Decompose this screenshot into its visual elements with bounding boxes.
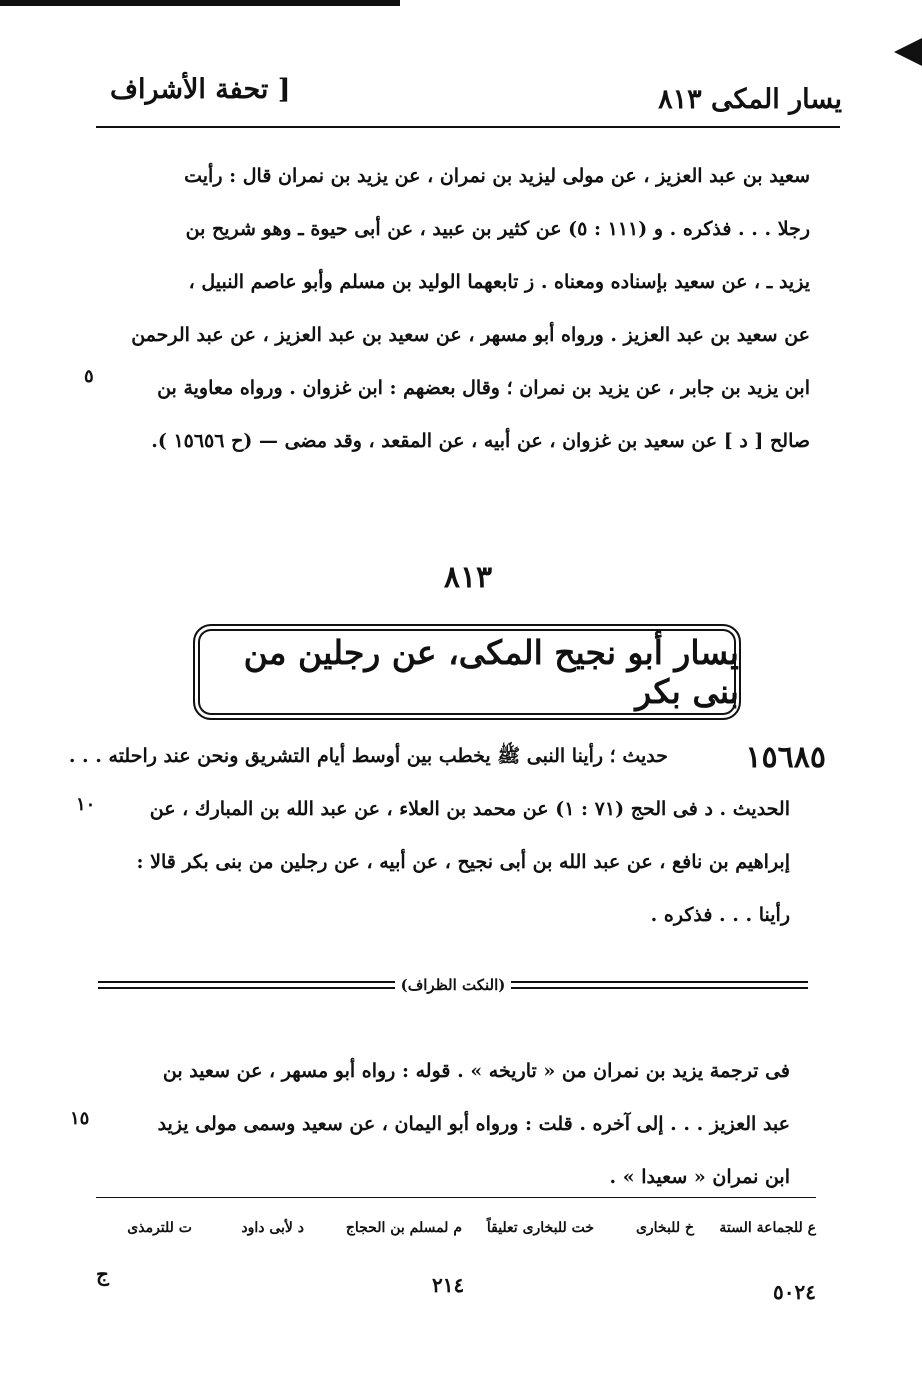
text-line: إبراهيم بن نافع ، عن عبد الله بن أبى نجيح ، عن أبيه ، عن رجلين من بنى بكر قالا :	[136, 851, 790, 873]
footer-mark: ج	[96, 1262, 109, 1286]
line-number-5: ٥	[84, 366, 94, 387]
nukat-paragraph	[100, 1045, 790, 1204]
section-title-box	[193, 624, 741, 720]
text-line: فى ترجمة يزيد بن نمران من « تاريخه » . قوله : رواه أبو مسهر ، عن سعيد بن	[162, 1060, 790, 1082]
nukat-separator	[98, 975, 808, 997]
text-line: رأينا . . . فذكره .	[650, 904, 790, 926]
text-line: ابن يزيد بن جابر ، عن يزيد بن نمران ؛ وقال بعضهم : ابن غزوان . ورواه معاوية بن	[157, 377, 810, 399]
text-line: رجلا . . . فذكره . و (١١١ : ٥) عن كثير بن عبيد ، عن أبى حيوة ـ وهو شريح بن	[185, 218, 810, 240]
text-line: حديث ؛ رأينا النبى ﷺ يخطب بين أوسط أيام التشريق ونحن عند راحلته . . .	[68, 745, 668, 767]
text-line: صالح [ د ] عن سعيد بن غزوان ، عن أبيه ، عن المقعد ، وقد مضى — (ح ١٥٦٥٦ ).	[151, 430, 810, 452]
abbreviation-item: خت للبخارى تعليقاً	[486, 1220, 594, 1236]
separator-label: (النكت الظراف)	[395, 976, 512, 994]
text-line: ابن نمران « سعيدا » .	[609, 1166, 790, 1188]
text-line: سعيد بن عبد العزيز ، عن مولى ليزيد بن نمران ، عن يزيد بن نمران قال : رأيت	[184, 165, 810, 187]
abbreviation-item: ت للترمذى	[127, 1220, 192, 1236]
text-line: عن سعيد بن عبد العزيز . ورواه أبو مسهر ، عن سعيد بن عبد العزيز ، عن عبد الرحمن	[131, 324, 810, 346]
hadith-first-line	[68, 730, 668, 783]
hadith-number: ١٥٦٨٥	[745, 740, 826, 775]
text-line: الحديث . د فى الحج (٧١ : ١) عن محمد بن العلاء ، عن عبد الله بن المبارك ، عن	[149, 798, 790, 820]
abbreviation-item: ع للجماعة الستة	[719, 1220, 816, 1236]
text-line: عبد العزيز . . . إلى آخره . قلت : ورواه أبو اليمان ، عن سعيد وسمى مولى يزيد	[157, 1113, 790, 1135]
running-header-right: يسار المكى ٨١٣	[658, 84, 842, 115]
line-number-10: ١٠	[76, 794, 96, 815]
paragraph-continuation	[100, 150, 810, 468]
section-title: يسار أبو نجيح المكى، عن رجلين من بنى بكر	[243, 633, 739, 711]
abbreviation-item: د لأبى داود	[241, 1220, 304, 1236]
running-header-left: [ تحفة الأشراف	[110, 74, 291, 105]
corner-mark	[894, 38, 922, 66]
section-number: ٨١٣	[443, 560, 493, 595]
abbreviation-item: م لمسلم بن الحجاج	[345, 1220, 462, 1236]
page-number: ٢١٤	[432, 1273, 465, 1297]
hadith-body	[100, 783, 790, 942]
abbreviation-item: خ للبخارى	[635, 1220, 694, 1236]
text-line: يزيد ـ ، عن سعيد بإسناده ومعناه . ز تابعهما الوليد بن مسلم وأبو عاصم النبيل ،	[188, 271, 810, 293]
cumulative-number: ٥٠٢٤	[773, 1280, 816, 1304]
line-number-15: ١٥	[70, 1108, 90, 1129]
footer-rule	[96, 1197, 816, 1198]
scan-edge-bar	[0, 0, 400, 6]
header-rule	[96, 126, 840, 128]
